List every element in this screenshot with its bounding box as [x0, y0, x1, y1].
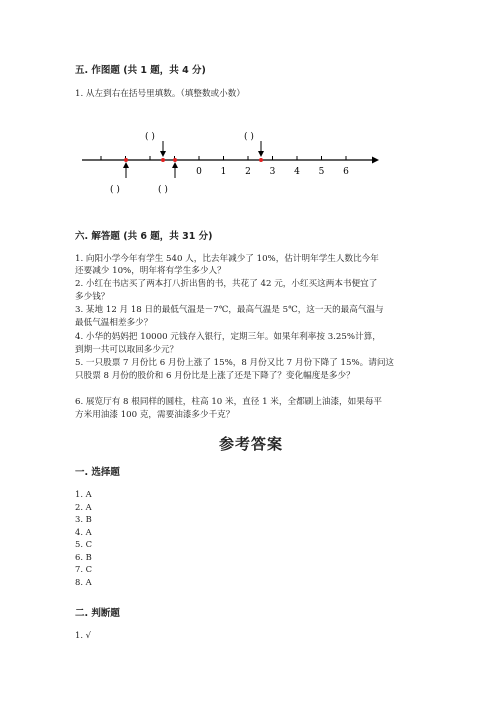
tick-label: 3 — [269, 167, 276, 177]
question-line: 多少钱？ — [75, 292, 110, 302]
section-6-heading: 六. 解答题 (共 6 题，共 31 分) — [75, 231, 213, 242]
answer-item: 1. A — [75, 489, 92, 499]
tick-label: 4 — [294, 167, 300, 177]
answer-item: 7. C — [75, 564, 93, 574]
question-line: 3. 某地 12 月 18 日的最低气温是－7℃，最高气温是 5℃，这一天的最高气温与 — [75, 305, 384, 315]
answer-item: 4. A — [75, 526, 92, 537]
question-line: 最低气温相差多少？ — [75, 318, 153, 328]
marker-point-1 — [124, 158, 128, 162]
marker-point-2 — [161, 158, 165, 162]
answer-item: 3. B — [75, 514, 92, 524]
tick-label: 0 — [196, 167, 202, 177]
tick-label: 2 — [245, 167, 251, 177]
answer-item: 8. A — [75, 576, 92, 587]
arrow-down-2-head — [258, 151, 264, 157]
tick-label: 6 — [343, 167, 349, 177]
answer-item: 2. A — [75, 501, 92, 512]
question-line: 到期一共可以取回多少元？ — [75, 345, 179, 355]
bracket-top-2: ( ) — [244, 132, 254, 142]
number-line-tick-labels — [196, 167, 349, 177]
question-line: 4. 小华的妈妈把 10000 元钱存入银行，定期三年。如果年利率按 3.25%计算， — [75, 332, 381, 342]
bracket-bottom-1: ( ) — [110, 185, 120, 195]
question-line: 方米用油漆 100 克，需要油漆多少千克？ — [75, 410, 235, 420]
question-line: 5. 一只股票 7 月份比 6 月份上涨了 15%，8 月份又比 7 月份下降了 15%。请问这 — [75, 358, 395, 368]
marker-point-3 — [173, 158, 177, 162]
answers-title: 参考答案 — [219, 435, 284, 453]
section-5-heading: 五. 作图题 (共 1 题，共 4 分) — [75, 65, 206, 76]
tick-label: 5 — [318, 167, 325, 177]
number-line-arrowhead — [372, 157, 379, 164]
arrow-down-1-head — [160, 151, 166, 157]
question-line: 6. 展览厅有 8 根同样的圆柱，柱高 10 米，直径 1 米，全都刷上油漆，如果每平 — [75, 397, 383, 407]
bracket-bottom-2: ( ) — [158, 185, 168, 195]
question-line: 还要减少 10%，明年将有学生多少人？ — [75, 266, 226, 276]
answers-section-2-heading: 二. 判断题 — [75, 608, 120, 619]
answer-item: 5. C — [75, 539, 93, 549]
answer-item: 6. B — [75, 551, 92, 562]
answer-item: 1. √ — [75, 630, 91, 640]
question-line: 1. 向阳小学今年有学生 540 人，比去年减少了 10%，估计明年学生人数比今年 — [75, 254, 379, 264]
bracket-top-1: ( ) — [145, 132, 155, 142]
question-line: 只股票 8 月份的股价和 6 月份比是上涨了还是下降了？变化幅度是多少？ — [75, 371, 355, 381]
tick-label: 1 — [220, 167, 227, 177]
question-text: 1. 从左到右在括号里填数。（填整数或小数） — [75, 89, 245, 99]
question-line: 2. 小红在书店买了两本打八折出售的书，共花了 42 元，小红买这两本书便宜了 — [75, 279, 378, 289]
arrow-up-1-head — [123, 162, 129, 168]
answers-section-1-heading: 一. 选择题 — [75, 467, 120, 478]
marker-point-4 — [259, 158, 263, 162]
arrow-up-2-head — [172, 162, 178, 168]
